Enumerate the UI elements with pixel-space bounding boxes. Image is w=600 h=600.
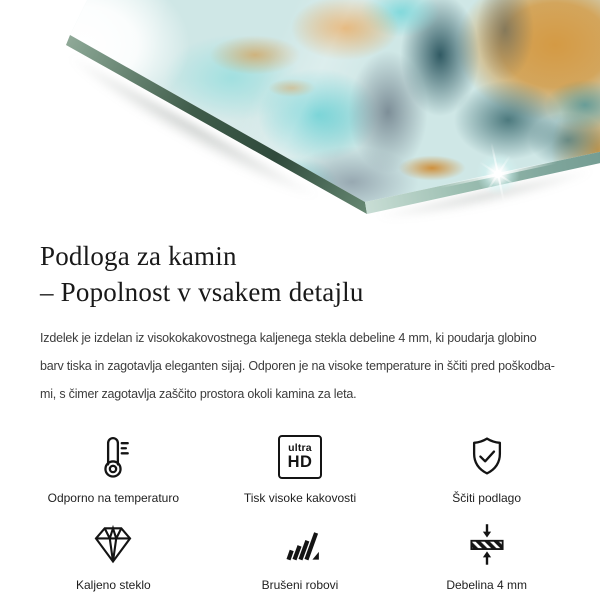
description-line: Izdelek je izdelan iz visokokakovostnega kaljenega stekla debeline 4 mm, ki poudarja globino xyxy=(40,331,537,345)
product-description-section xyxy=(0,238,600,592)
feature-grid xyxy=(20,434,580,592)
feature-label: Ščiti podlago xyxy=(452,491,522,505)
feature-label: Tisk visoke kakovosti xyxy=(243,491,357,505)
product-photo xyxy=(0,0,600,228)
ultra-hd-icon-text-top: ultra xyxy=(288,442,312,454)
feature-label: Debelina 4 mm xyxy=(446,578,528,592)
thermometer-icon xyxy=(90,434,136,480)
ultra-hd-icon xyxy=(277,434,323,480)
feature-label: Brušeni robovi xyxy=(261,578,339,592)
page-title-line2: – Popolnost v vsakem detajlu xyxy=(40,277,364,307)
feature-thickness xyxy=(393,521,580,592)
shield-check-icon xyxy=(464,434,510,480)
page-title xyxy=(40,238,560,310)
feature-beveled-edges xyxy=(207,521,394,592)
feature-label: Odporno na temperaturo xyxy=(47,491,180,505)
feature-print-quality xyxy=(207,434,394,505)
feature-label: Kaljeno steklo xyxy=(75,578,151,592)
ultra-hd-icon-text-bottom: HD xyxy=(287,453,313,471)
diamond-icon xyxy=(90,521,136,567)
product-description xyxy=(40,324,560,408)
feature-tempered-glass xyxy=(20,521,207,592)
thickness-icon xyxy=(464,521,510,567)
page-title-line1: Podloga za kamin xyxy=(40,241,237,271)
beveled-edges-icon xyxy=(277,521,323,567)
feature-protects-surface xyxy=(393,434,580,505)
description-line: barv tiska in zagotavlja eleganten sijaj. Odporen je na visoke temperature in ščiti pred poškodba- xyxy=(40,359,555,373)
feature-temperature xyxy=(20,434,207,505)
description-line: mi, s čimer zagotavlja zaščito prostora okoli kamina za leta. xyxy=(40,387,357,401)
